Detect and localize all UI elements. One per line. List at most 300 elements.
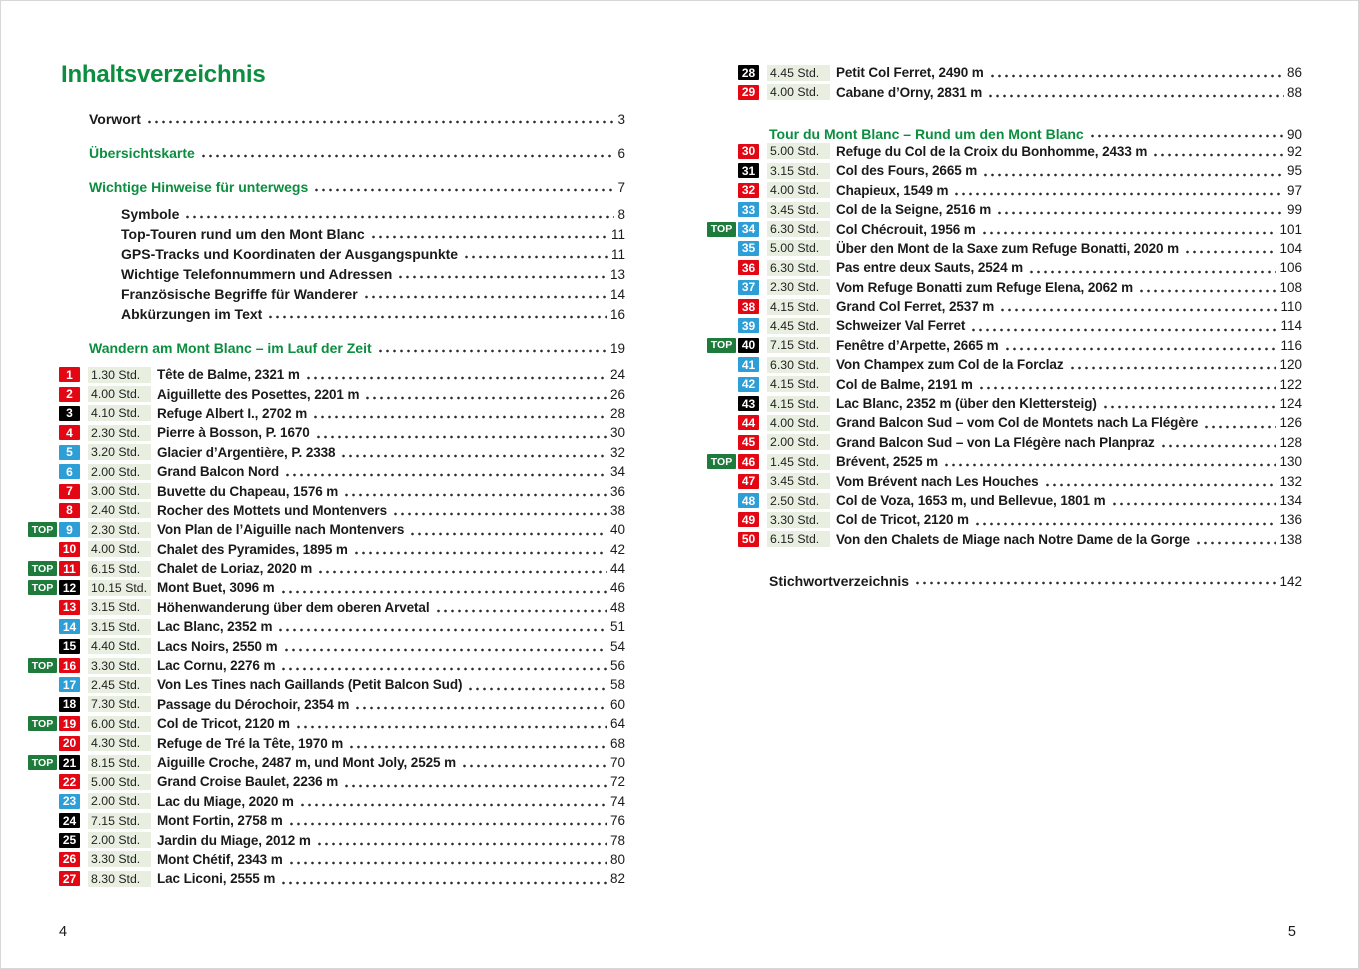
tour-number-badge: 10 bbox=[59, 542, 80, 557]
dot-leader bbox=[362, 384, 607, 403]
tour-row bbox=[29, 850, 625, 869]
tour-name: Mont Fortin, 2758 m bbox=[157, 813, 283, 829]
tour-number-badge: 19 bbox=[59, 716, 80, 731]
tour-number-badge: 48 bbox=[738, 493, 759, 508]
tour-name: Refuge de Tré la Tête, 1970 m bbox=[157, 735, 344, 751]
tour-page: 28 bbox=[609, 405, 625, 421]
tour-number-badge: 32 bbox=[738, 183, 759, 198]
tour-duration: 4.00 Std. bbox=[767, 415, 830, 431]
dot-leader bbox=[997, 297, 1277, 316]
tour-row bbox=[708, 413, 1302, 432]
dot-leader bbox=[979, 219, 1277, 238]
dot-leader bbox=[390, 501, 607, 520]
tour-row bbox=[29, 636, 625, 655]
tour-page: 48 bbox=[609, 599, 625, 615]
dot-leader bbox=[351, 540, 607, 559]
dot-leader bbox=[278, 578, 607, 597]
dot-leader bbox=[994, 200, 1284, 219]
tour-number-badge: 3 bbox=[59, 406, 80, 421]
dot-leader bbox=[980, 161, 1284, 180]
dot-leader bbox=[297, 792, 607, 811]
section-heading-label: Tour du Mont Blanc – Rund um den Mont Blanc bbox=[769, 125, 1084, 142]
tour-duration: 6.30 Std. bbox=[767, 221, 830, 237]
section-gap bbox=[708, 549, 1302, 569]
badge-area bbox=[29, 367, 80, 382]
tour-duration: 6.30 Std. bbox=[767, 357, 830, 373]
dot-leader bbox=[286, 850, 607, 869]
tour-number-badge: 26 bbox=[59, 852, 80, 867]
dot-leader bbox=[1182, 239, 1276, 258]
tour-number-badge: 14 bbox=[59, 619, 80, 634]
badge-area bbox=[29, 425, 80, 440]
tour-name: Pierre à Bosson, P. 1670 bbox=[157, 425, 310, 441]
tour-row bbox=[29, 481, 625, 500]
tour-name: Grand Balcon Sud – von La Flégère nach Planpraz bbox=[836, 434, 1155, 450]
tour-row bbox=[29, 792, 625, 811]
dot-leader bbox=[352, 695, 607, 714]
dot-leader bbox=[368, 222, 608, 242]
tour-row bbox=[29, 753, 625, 772]
tour-row bbox=[708, 394, 1302, 413]
tour-page: 132 bbox=[1279, 473, 1302, 489]
tour-duration: 4.15 Std. bbox=[767, 299, 830, 315]
toc-entry-label: GPS-Tracks und Koordinaten der Ausgangspunkte bbox=[121, 246, 459, 262]
tour-duration: 4.15 Std. bbox=[767, 396, 830, 412]
tour-duration: 2.30 Std. bbox=[767, 279, 830, 295]
tour-number-badge: 49 bbox=[738, 512, 759, 527]
tour-list-right-b bbox=[708, 142, 1302, 549]
tour-row bbox=[29, 811, 625, 830]
tour-row bbox=[708, 258, 1302, 277]
badge-area bbox=[708, 357, 759, 372]
tour-duration: 3.00 Std. bbox=[88, 483, 151, 499]
dot-leader bbox=[1150, 142, 1284, 161]
index-entry-page: 142 bbox=[1279, 573, 1302, 589]
tour-page: 124 bbox=[1279, 396, 1302, 412]
index-entry-row bbox=[769, 569, 1302, 589]
tour-duration: 8.30 Std. bbox=[88, 871, 151, 887]
tour-number-badge: 22 bbox=[59, 774, 80, 789]
dot-leader bbox=[395, 262, 607, 282]
tour-number-badge: 20 bbox=[59, 736, 80, 751]
tour-name: Von Plan de l’Aiguille nach Montenvers bbox=[157, 522, 405, 538]
tour-row bbox=[708, 82, 1302, 101]
top-badge: TOP bbox=[28, 580, 57, 595]
tour-row bbox=[29, 501, 625, 520]
tour-duration: 1.45 Std. bbox=[767, 454, 830, 470]
toc-entry-label: Abkürzungen im Text bbox=[121, 306, 263, 322]
tour-row bbox=[29, 869, 625, 888]
tour-duration: 2.30 Std. bbox=[88, 522, 151, 538]
badge-area bbox=[708, 338, 759, 353]
tour-duration: 6.30 Std. bbox=[767, 260, 830, 276]
tour-name: Glacier d’Argentière, P. 2338 bbox=[157, 444, 336, 460]
tour-page: 101 bbox=[1279, 221, 1302, 237]
tour-row bbox=[29, 656, 625, 675]
dot-leader bbox=[1158, 433, 1277, 452]
tour-number-badge: 7 bbox=[59, 484, 80, 499]
tour-row bbox=[29, 675, 625, 694]
toc-intro-row bbox=[121, 222, 625, 242]
tour-row bbox=[708, 219, 1302, 238]
tour-name: Lacs Noirs, 2550 m bbox=[157, 638, 278, 654]
dot-leader bbox=[1136, 278, 1276, 297]
tour-number-badge: 29 bbox=[738, 85, 759, 100]
tour-name: Petit Col Ferret, 2490 m bbox=[836, 65, 984, 81]
tour-name: Col de Voza, 1653 m, und Bellevue, 1801 m bbox=[836, 493, 1106, 508]
tour-row bbox=[708, 336, 1302, 355]
tour-name: Chalet des Pyramides, 1895 m bbox=[157, 541, 348, 557]
toc-intro-row bbox=[89, 141, 625, 161]
toc-entry-label: Symbole bbox=[121, 206, 180, 222]
tour-number-badge: 44 bbox=[738, 415, 759, 430]
tour-duration: 4.00 Std. bbox=[767, 182, 830, 198]
tour-number-badge: 18 bbox=[59, 697, 80, 712]
badge-area bbox=[708, 280, 759, 295]
toc-intro-row bbox=[89, 336, 625, 356]
badge-area bbox=[29, 697, 80, 712]
tour-page: 120 bbox=[1279, 357, 1302, 373]
tour-number-badge: 42 bbox=[738, 377, 759, 392]
top-badge: TOP bbox=[28, 755, 57, 770]
toc-entry-page: 13 bbox=[609, 267, 625, 282]
badge-area bbox=[708, 85, 759, 100]
dot-leader bbox=[311, 175, 614, 195]
tour-name: Mont Buet, 3096 m bbox=[157, 580, 275, 596]
top-badge: TOP bbox=[28, 716, 57, 731]
tour-name: Col Chécrouit, 1956 m bbox=[836, 221, 976, 237]
tour-duration: 2.40 Std. bbox=[88, 502, 151, 518]
tour-page: 86 bbox=[1286, 65, 1302, 81]
tour-name: Chapieux, 1549 m bbox=[836, 182, 949, 198]
dot-leader bbox=[282, 462, 607, 481]
tour-number-badge: 11 bbox=[59, 561, 80, 576]
tour-duration: 4.00 Std. bbox=[88, 386, 151, 402]
dot-leader bbox=[1042, 471, 1277, 490]
tour-number-badge: 35 bbox=[738, 241, 759, 256]
dot-leader bbox=[286, 811, 607, 830]
tour-name: Von den Chalets de Miage nach Notre Dame de la Gorge bbox=[836, 531, 1190, 547]
toc-entry-label: Wandern am Mont Blanc – im Lauf der Zeit bbox=[89, 340, 372, 356]
tour-row bbox=[708, 297, 1302, 316]
dot-leader bbox=[313, 423, 607, 442]
tour-page: 104 bbox=[1279, 240, 1302, 256]
tour-row bbox=[708, 433, 1302, 452]
badge-area bbox=[29, 561, 80, 576]
tour-duration: 7.15 Std. bbox=[767, 337, 830, 353]
dot-leader bbox=[315, 559, 607, 578]
tour-name: Col de Tricot, 2120 m bbox=[836, 512, 969, 528]
tour-row bbox=[708, 452, 1302, 471]
tour-row bbox=[29, 578, 625, 597]
tour-name: Cabane d’Orny, 2831 m bbox=[836, 84, 983, 100]
tour-name: Grand Col Ferret, 2537 m bbox=[836, 299, 995, 315]
toc-entry-page: 14 bbox=[609, 287, 625, 302]
tour-duration: 2.00 Std. bbox=[88, 464, 151, 480]
badge-area bbox=[708, 415, 759, 430]
section-heading-page: 90 bbox=[1286, 126, 1302, 142]
toc-entry-page: 16 bbox=[609, 307, 625, 322]
dot-leader bbox=[341, 772, 607, 791]
tour-row bbox=[29, 617, 625, 636]
toc-entry-label: Wichtige Hinweise für unterwegs bbox=[89, 179, 309, 195]
tour-name: Jardin du Miage, 2012 m bbox=[157, 832, 311, 848]
dot-leader bbox=[341, 481, 607, 500]
tour-name: Pas entre deux Sauts, 2524 m bbox=[836, 260, 1024, 276]
dot-leader bbox=[461, 242, 608, 262]
tour-name: Aiguille Croche, 2487 m, und Mont Joly, 2525 m bbox=[157, 755, 456, 770]
dot-leader bbox=[293, 714, 607, 733]
dot-leader bbox=[346, 733, 607, 752]
dot-leader bbox=[265, 302, 607, 322]
tour-name: Refuge du Col de la Croix du Bonhomme, 2433 m bbox=[836, 143, 1148, 159]
tour-page: 126 bbox=[1279, 415, 1302, 431]
tour-row bbox=[29, 830, 625, 849]
toc-intro-row bbox=[89, 107, 625, 127]
toc-intro-row bbox=[121, 282, 625, 302]
tour-page: 51 bbox=[609, 619, 625, 635]
tour-name: Tête de Balme, 2321 m bbox=[157, 367, 300, 383]
dot-leader bbox=[433, 598, 607, 617]
tour-name: Schweizer Val Ferret bbox=[836, 318, 966, 334]
tour-list-left bbox=[29, 365, 625, 889]
tour-duration: 4.30 Std. bbox=[88, 735, 151, 751]
toc-intro-row bbox=[121, 262, 625, 282]
tour-duration: 3.15 Std. bbox=[88, 599, 151, 615]
tour-row bbox=[708, 355, 1302, 374]
tour-number-badge: 16 bbox=[59, 658, 80, 673]
tour-number-badge: 4 bbox=[59, 425, 80, 440]
tour-page: 32 bbox=[609, 444, 625, 460]
tour-page: 72 bbox=[609, 774, 625, 790]
badge-area bbox=[708, 377, 759, 392]
tour-row bbox=[29, 462, 625, 481]
badge-area bbox=[29, 755, 80, 770]
toc-entry-label: Top-Touren rund um den Mont Blanc bbox=[121, 226, 365, 242]
tour-number-badge: 17 bbox=[59, 677, 80, 692]
dot-leader bbox=[310, 404, 607, 423]
badge-area bbox=[708, 144, 759, 159]
tour-duration: 4.00 Std. bbox=[88, 541, 151, 557]
tour-page: 80 bbox=[609, 851, 625, 867]
tour-page: 122 bbox=[1279, 376, 1302, 392]
tour-name: Rocher des Mottets und Montenvers bbox=[157, 502, 387, 518]
tour-list-right-a bbox=[708, 63, 1302, 102]
tour-page: 36 bbox=[609, 483, 625, 499]
tour-duration: 3.30 Std. bbox=[767, 512, 830, 528]
tour-page: 128 bbox=[1279, 434, 1302, 450]
tour-page: 114 bbox=[1280, 318, 1302, 334]
tour-row bbox=[708, 161, 1302, 180]
tour-name: Col de la Seigne, 2516 m bbox=[836, 202, 992, 218]
tour-duration: 2.45 Std. bbox=[88, 677, 151, 693]
tour-name: Vom Brévent nach Les Houches bbox=[836, 473, 1039, 489]
badge-area bbox=[29, 522, 80, 537]
badge-area bbox=[708, 396, 759, 411]
badge-area bbox=[708, 241, 759, 256]
tour-row bbox=[29, 443, 625, 462]
tour-page: 95 bbox=[1286, 163, 1302, 179]
dot-leader bbox=[338, 443, 607, 462]
toc-entry-page: 7 bbox=[617, 180, 625, 195]
dot-leader bbox=[941, 452, 1276, 471]
tour-number-badge: 1 bbox=[59, 367, 80, 382]
tour-row bbox=[29, 540, 625, 559]
tour-number-badge: 37 bbox=[738, 280, 759, 295]
toc-entry-label: Vorwort bbox=[89, 111, 141, 127]
badge-area bbox=[708, 493, 759, 508]
badge-area bbox=[708, 260, 759, 275]
tour-duration: 3.20 Std. bbox=[88, 444, 151, 460]
tour-duration: 5.00 Std. bbox=[88, 774, 151, 790]
intro-list bbox=[29, 107, 625, 356]
tour-page: 64 bbox=[609, 716, 625, 732]
tour-name: Lac du Miage, 2020 m bbox=[157, 793, 294, 809]
badge-area bbox=[708, 65, 759, 80]
tour-page: 30 bbox=[609, 425, 625, 441]
dot-leader bbox=[278, 656, 607, 675]
dot-leader bbox=[985, 82, 1284, 101]
dot-leader bbox=[182, 202, 614, 222]
tour-name: Passage du Dérochoir, 2354 m bbox=[157, 696, 350, 712]
badge-area bbox=[708, 512, 759, 527]
tour-number-badge: 30 bbox=[738, 144, 759, 159]
tour-row bbox=[29, 423, 625, 442]
dot-leader bbox=[1087, 122, 1284, 142]
tour-row bbox=[708, 63, 1302, 82]
tour-page: 54 bbox=[609, 638, 625, 654]
section-gap bbox=[708, 102, 1302, 122]
tour-number-badge: 12 bbox=[59, 580, 80, 595]
tour-duration: 3.15 Std. bbox=[88, 619, 151, 635]
tour-number-badge: 43 bbox=[738, 396, 759, 411]
page-title: Inhaltsverzeichnis bbox=[61, 61, 266, 88]
tour-number-badge: 8 bbox=[59, 503, 80, 518]
toc-intro-row bbox=[121, 242, 625, 262]
tour-page: 116 bbox=[1280, 337, 1302, 353]
section-heading-row bbox=[769, 122, 1302, 142]
dot-leader bbox=[1100, 394, 1277, 413]
tour-page: 42 bbox=[609, 541, 625, 557]
tour-duration: 4.00 Std. bbox=[767, 84, 830, 100]
tour-page: 78 bbox=[609, 832, 625, 848]
tour-number-badge: 46 bbox=[738, 454, 759, 469]
tour-duration: 1.30 Std. bbox=[88, 367, 151, 383]
tour-page: 76 bbox=[609, 813, 625, 829]
tour-row bbox=[29, 559, 625, 578]
tour-page: 38 bbox=[609, 502, 625, 518]
tour-row bbox=[708, 200, 1302, 219]
dot-leader bbox=[1193, 530, 1277, 549]
tour-number-badge: 6 bbox=[59, 464, 80, 479]
tour-page: 130 bbox=[1279, 454, 1302, 470]
tour-number-badge: 5 bbox=[59, 445, 80, 460]
tour-number-badge: 45 bbox=[738, 435, 759, 450]
tour-row bbox=[708, 374, 1302, 393]
toc-entry-page: 19 bbox=[609, 341, 625, 356]
badge-area bbox=[29, 833, 80, 848]
tour-number-badge: 38 bbox=[738, 299, 759, 314]
badge-area bbox=[29, 503, 80, 518]
tour-number-badge: 40 bbox=[738, 338, 759, 353]
toc-entry-page: 6 bbox=[617, 146, 625, 161]
tour-name: Von Champex zum Col de la Forclaz bbox=[836, 357, 1064, 373]
toc-intro-row bbox=[121, 302, 625, 322]
tour-row bbox=[29, 733, 625, 752]
tour-page: 74 bbox=[609, 793, 625, 809]
top-badge: TOP bbox=[707, 454, 736, 469]
toc-intro-row bbox=[121, 202, 625, 222]
tour-name: Grand Croise Baulet, 2236 m bbox=[157, 774, 339, 790]
tour-number-badge: 13 bbox=[59, 600, 80, 615]
tour-duration: 2.00 Std. bbox=[88, 832, 151, 848]
tour-name: Lac Blanc, 2352 m (über den Klettersteig) bbox=[836, 396, 1097, 412]
top-badge: TOP bbox=[707, 338, 736, 353]
tour-number-badge: 25 bbox=[59, 833, 80, 848]
dot-leader bbox=[375, 336, 607, 356]
tour-number-badge: 9 bbox=[59, 522, 80, 537]
badge-area bbox=[29, 580, 80, 595]
tour-duration: 6.15 Std. bbox=[88, 561, 151, 577]
tour-page: 92 bbox=[1286, 143, 1302, 159]
badge-area bbox=[29, 639, 80, 654]
badge-area bbox=[708, 474, 759, 489]
tour-row bbox=[29, 520, 625, 539]
tour-number-badge: 21 bbox=[59, 755, 80, 770]
badge-area bbox=[29, 774, 80, 789]
tour-number-badge: 2 bbox=[59, 387, 80, 402]
badge-area bbox=[29, 464, 80, 479]
tour-name: Aiguillette des Posettes, 2201 m bbox=[157, 386, 360, 402]
tour-number-badge: 39 bbox=[738, 318, 759, 333]
tour-number-badge: 23 bbox=[59, 794, 80, 809]
tour-number-badge: 41 bbox=[738, 357, 759, 372]
dot-leader bbox=[198, 141, 615, 161]
tour-row bbox=[29, 384, 625, 403]
tour-row bbox=[29, 598, 625, 617]
top-badge: TOP bbox=[28, 522, 57, 537]
tour-number-badge: 50 bbox=[738, 532, 759, 547]
badge-area bbox=[708, 222, 759, 237]
tour-duration: 2.00 Std. bbox=[88, 793, 151, 809]
badge-area bbox=[29, 406, 80, 421]
dot-leader bbox=[465, 675, 607, 694]
tour-page: 136 bbox=[1279, 512, 1302, 528]
tour-duration: 4.45 Std. bbox=[767, 318, 830, 334]
badge-area bbox=[29, 619, 80, 634]
tour-duration: 4.40 Std. bbox=[88, 638, 151, 654]
dot-leader bbox=[314, 830, 607, 849]
dot-leader bbox=[278, 869, 607, 888]
dot-leader bbox=[459, 753, 607, 772]
toc-entry-label: Wichtige Telefonnummern und Adressen bbox=[121, 266, 393, 282]
tour-name: Lac Blanc, 2352 m bbox=[157, 619, 273, 635]
tour-number-badge: 36 bbox=[738, 260, 759, 275]
left-folio: 4 bbox=[59, 924, 68, 940]
dot-leader bbox=[303, 365, 607, 384]
badge-area bbox=[29, 445, 80, 460]
badge-area bbox=[29, 542, 80, 557]
tour-duration: 2.50 Std. bbox=[767, 493, 830, 509]
badge-area bbox=[29, 871, 80, 886]
tour-number-badge: 24 bbox=[59, 813, 80, 828]
dot-leader bbox=[1201, 413, 1276, 432]
tour-number-badge: 33 bbox=[738, 202, 759, 217]
dot-leader bbox=[951, 181, 1284, 200]
tour-name: Col de Tricot, 2120 m bbox=[157, 716, 290, 732]
dot-leader bbox=[1026, 258, 1276, 277]
tour-name: Chalet de Loriaz, 2020 m bbox=[157, 561, 313, 577]
